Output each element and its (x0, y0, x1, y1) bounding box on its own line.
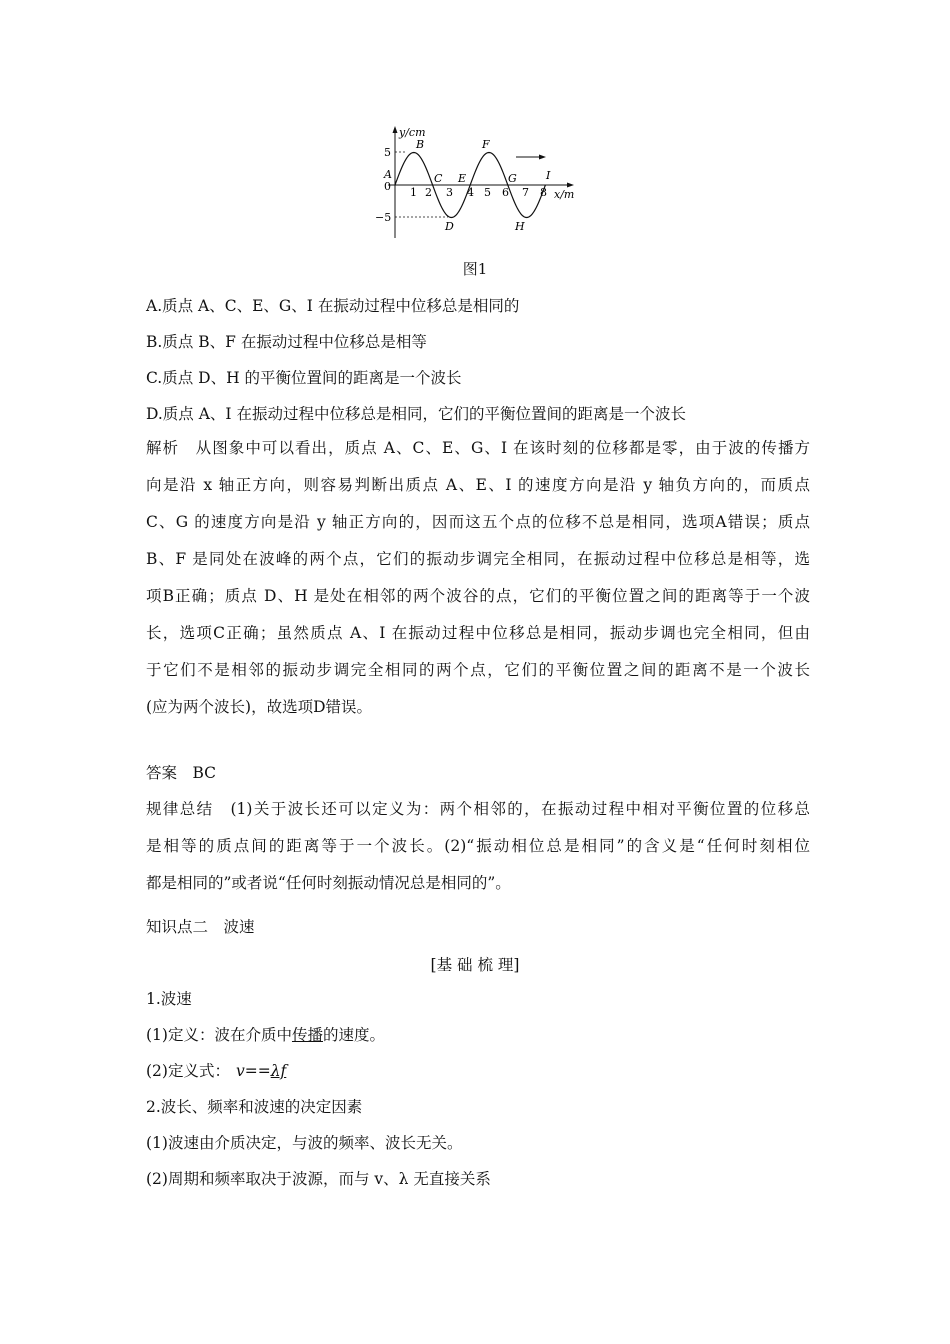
x-tick-1: 1 (410, 186, 417, 199)
point-label-c: C (434, 172, 443, 185)
propagation-arrowhead (539, 155, 546, 160)
definition-suffix: 的速度。 (322, 1026, 385, 1044)
answer: 答案 BC (146, 764, 217, 782)
analysis-line: 解析 从图象中可以看出，质点 A、C、E、G、I 在该时刻的位移都是零，由于波的传播方 (146, 439, 810, 457)
point-label-a: A (384, 168, 392, 181)
definition-prefix: (1)定义：波在介质中 (146, 1026, 292, 1044)
option-b: B.质点 B、F 在振动过程中位移总是相等 (146, 333, 427, 351)
formula-prefix: (2)定义式： (146, 1062, 230, 1080)
point-label-h: H (515, 220, 525, 233)
analysis-line: 向是沿 x 轴正方向，则容易判断出质点 A、E、I 的速度方向是沿 y 轴负方向的，而质点 (146, 476, 810, 494)
figure-caption: 图1 (462, 260, 488, 278)
analysis-line: 项B正确；质点 D、H 是处在相邻的两个波谷的点，它们的平衡位置之间的距离等于一个波 (146, 587, 810, 605)
x-tick-2: 2 (425, 186, 432, 199)
summary-block (146, 791, 810, 902)
wave-speed-heading: 1.波速 (146, 990, 192, 1008)
wave-graph (368, 122, 588, 240)
x-tick-8: 8 (540, 186, 547, 199)
option-a: A.质点 A、C、E、G、I 在振动过程中位移总是相同的 (146, 297, 520, 315)
x-tick-3: 3 (446, 186, 453, 199)
formula-lambda-f: λf (270, 1062, 287, 1080)
summary-line: 是相等的质点间的距离等于一个波长。(2)“振动相位总是相同”的含义是“任何时刻相位 (146, 837, 810, 855)
factors-heading: 2.波长、频率和波速的决定因素 (146, 1098, 363, 1116)
option-c: C.质点 D、H 的平衡位置间的距离是一个波长 (146, 369, 462, 387)
analysis-line: C、G 的速度方向是沿 y 轴正方向的，因而这五个点的位移不总是相同，选项A错误；质点 (146, 513, 810, 531)
x-tick-5: 5 (484, 186, 491, 199)
sub-heading: [基 础 梳 理] (430, 956, 520, 974)
analysis-block (146, 430, 810, 726)
x-axis-label: x/m (554, 188, 575, 201)
formula-equals: == (244, 1062, 271, 1080)
formula-line (146, 1061, 810, 1081)
x-tick-6: 6 (502, 186, 509, 199)
point-label-g: G (508, 172, 517, 185)
x-tick-4: 4 (467, 186, 474, 199)
y-axis-label: y/cm (399, 126, 426, 139)
y-axis-arrow (393, 126, 398, 133)
analysis-line: (应为两个波长)，故选项D错误。 (146, 698, 373, 716)
point-label-d: D (445, 220, 454, 233)
y-tick-0: 0 (384, 180, 391, 193)
factor-1: (1)波速由介质决定，与波的频率、波长无关。 (146, 1134, 463, 1152)
section-title: 知识点二 波速 (146, 918, 255, 936)
analysis-line: 长，选项C正确；虽然质点 A、I 在振动过程中位移总是相同，振动步调也完全相同，但由 (146, 624, 810, 642)
y-tick-neg5: −5 (375, 211, 392, 224)
option-d: D.质点 A、I 在振动过程中位移总是相同，它们的平衡位置间的距离是一个波长 (146, 405, 686, 423)
definition-line (146, 1025, 810, 1045)
point-label-i: I (546, 169, 551, 182)
x-tick-7: 7 (522, 186, 529, 199)
summary-line: 规律总结 (1)关于波长还可以定义为：两个相邻的，在振动过程中相对平衡位置的位移总 (146, 800, 810, 818)
point-label-b: B (416, 138, 425, 151)
analysis-line: B、F 是同处在波峰的两个点，它们的振动步调完全相同，在振动过程中位移总是相等，选 (146, 550, 810, 568)
y-tick-5: 5 (384, 146, 391, 159)
summary-line: 都是相同的”或者说“任何时刻振动情况总是相同的”。 (146, 874, 511, 892)
factor-2: (2)周期和频率取决于波源，而与 v、λ 无直接关系 (146, 1170, 491, 1188)
point-label-f: F (482, 138, 490, 151)
x-axis-arrow (567, 183, 574, 188)
analysis-line: 于它们不是相邻的振动步调完全相同的两个点，它们的平衡位置之间的距离不是一个波长 (146, 661, 810, 679)
definition-underlined: 传播 (291, 1026, 323, 1044)
formula-v: v (235, 1062, 245, 1080)
point-label-e: E (458, 172, 467, 185)
